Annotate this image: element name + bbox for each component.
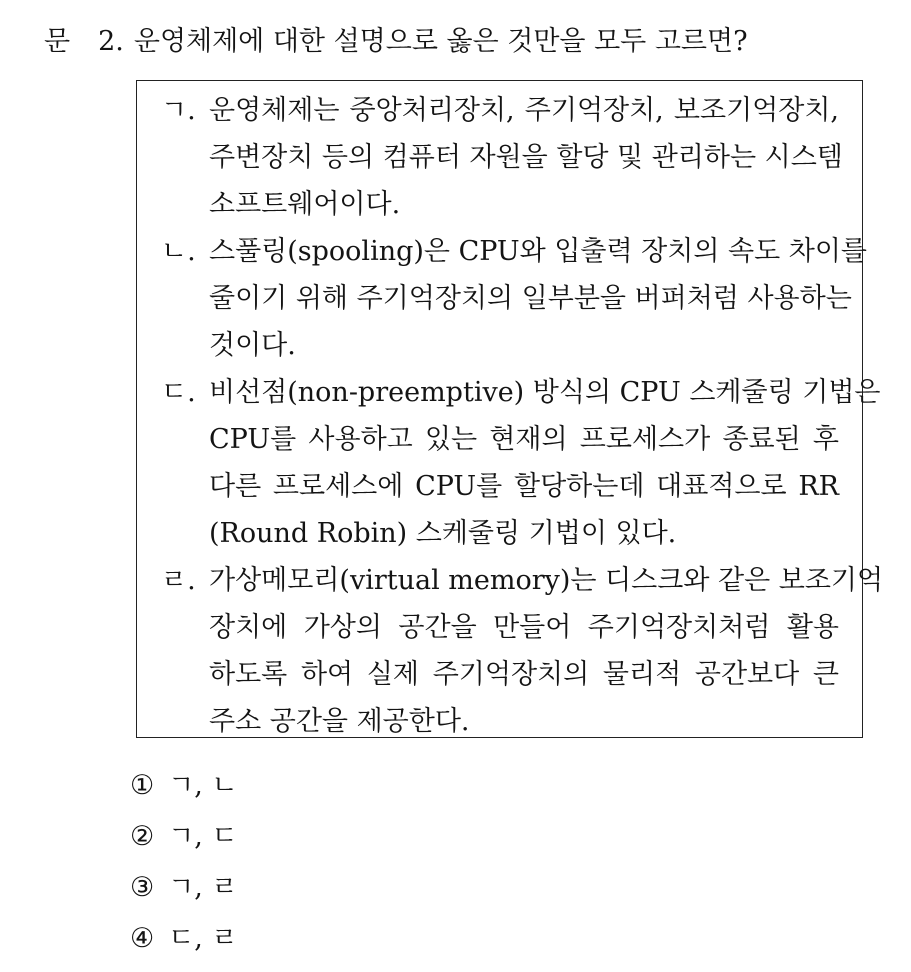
choice-number: ②: [130, 821, 155, 852]
statement-line: 줄이기 위해 주기억장치의 일부분을 버퍼처럼 사용하는: [209, 283, 852, 314]
choice-text: ㄱ, ㄴ: [168, 770, 238, 801]
choice-number: ①: [130, 770, 155, 801]
statement-line: 주변장치 등의 컴퓨터 자원을 할당 및 관리하는 시스템: [209, 142, 843, 173]
choice-text: ㄷ, ㄹ: [168, 923, 238, 954]
answer-choice-4[interactable]: [130, 913, 238, 965]
statement-line: 하도록 하여 실제 주기억장치의 물리적 공간보다 큰: [209, 659, 839, 690]
question-label: 문: [44, 26, 71, 57]
statement-line: 스풀링(spooling)은 CPU와 입출력 장치의 속도 차이를: [209, 236, 867, 267]
choice-text: ㄱ, ㄹ: [168, 872, 238, 903]
question-header: [44, 18, 748, 66]
question-text: 운영체제에 대한 설명으로 옳은 것만을 모두 고르면?: [133, 26, 748, 57]
statement-line: 비선점(non-preemptive) 방식의 CPU 스케줄링 기법은: [209, 377, 881, 408]
statement-line: 다른 프로세스에 CPU를 할당하는데 대표적으로 RR: [209, 471, 839, 502]
statement-marker: ㄱ.: [161, 95, 196, 126]
statement-line: 장치에 가상의 공간을 만들어 주기억장치처럼 활용: [209, 612, 839, 643]
statement-marker: ㄴ.: [161, 236, 196, 267]
statement-marker: ㄹ.: [161, 565, 196, 596]
statement-line: 가상메모리(virtual memory)는 디스크와 같은 보조기억: [209, 565, 884, 596]
answer-choice-3[interactable]: [130, 862, 238, 914]
statement-line: 소프트웨어이다.: [209, 189, 401, 220]
statement-marker: ㄷ.: [161, 377, 196, 408]
choice-number: ④: [130, 923, 155, 954]
statement-line: 것이다.: [209, 330, 296, 361]
choice-text: ㄱ, ㄷ: [168, 821, 238, 852]
statement-line: 운영체제는 중앙처리장치, 주기억장치, 보조기억장치,: [209, 95, 839, 126]
answer-choice-1[interactable]: [130, 760, 238, 812]
choice-number: ③: [130, 872, 155, 903]
statements-box: [136, 80, 884, 738]
statement-line: CPU를 사용하고 있는 현재의 프로세스가 종료된 후: [209, 424, 839, 455]
statement-line: (Round Robin) 스케줄링 기법이 있다.: [209, 518, 677, 549]
answer-choice-2[interactable]: [130, 811, 238, 863]
question-number: 2.: [98, 26, 124, 57]
statement-line: 주소 공간을 제공한다.: [209, 706, 470, 737]
